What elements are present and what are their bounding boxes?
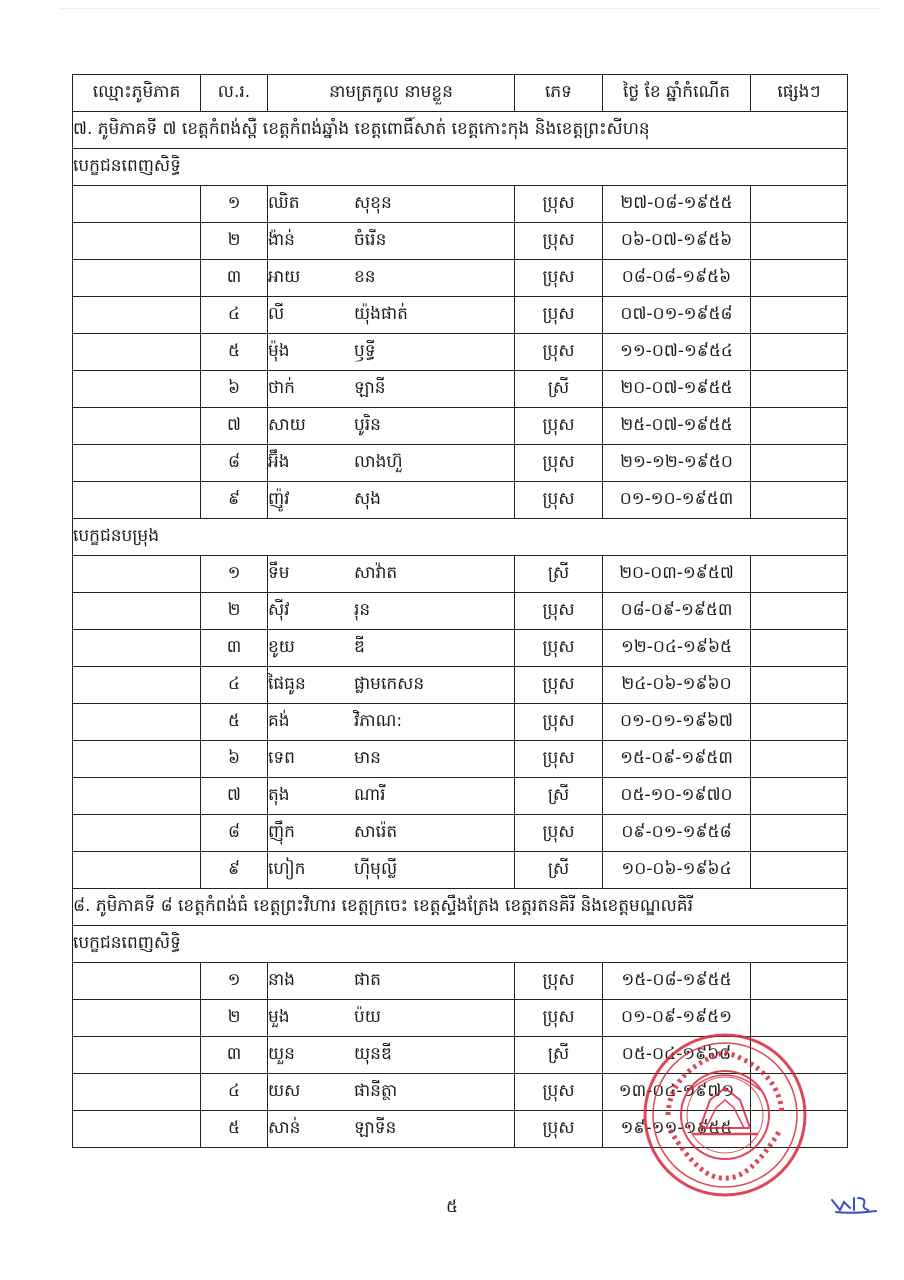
group-label: បេក្ខជនពេញសិទ្ធិ: [73, 149, 848, 186]
number-cell: ៤: [201, 667, 268, 704]
given-name: មាន: [354, 747, 381, 768]
header-sex: ភេទ: [515, 75, 603, 112]
region-cell: [73, 260, 201, 297]
dob-cell: ១០-០៦-១៩៦៤: [603, 852, 751, 889]
name-cell: [268, 556, 515, 593]
other-cell: [751, 408, 848, 445]
header-region: ឈ្មោះភូមិភាគ: [73, 75, 201, 112]
region-cell: [73, 186, 201, 223]
sex-cell: ប្រុស: [515, 297, 603, 334]
sex-cell: ប្រុស: [515, 186, 603, 223]
number-cell: ១: [201, 556, 268, 593]
dob-cell: ១១-០៧-១៩៥៤: [603, 334, 751, 371]
other-cell: [751, 815, 848, 852]
table-row: [73, 667, 848, 704]
other-cell: [751, 778, 848, 815]
other-cell: [751, 482, 848, 519]
table-row: [73, 815, 848, 852]
table-row: [73, 556, 848, 593]
dob-cell: ២៤-០៦-១៩៦០: [603, 667, 751, 704]
name-cell: [268, 815, 515, 852]
dob-cell: ០៩-០១-១៩៥៨: [603, 815, 751, 852]
family-name: សាន់: [268, 1117, 301, 1138]
header-no: ល.រ.: [201, 75, 268, 112]
name-cell: [268, 186, 515, 223]
other-cell: [751, 334, 848, 371]
number-cell: ១: [201, 963, 268, 1000]
region-cell: [73, 963, 201, 1000]
family-name: គង់: [268, 710, 290, 731]
region-cell: [73, 334, 201, 371]
family-name: ឈិត: [268, 192, 300, 213]
name-cell: [268, 408, 515, 445]
name-cell: [268, 334, 515, 371]
family-name: ញ៉ឹក: [268, 821, 295, 842]
sex-cell: ប្រុស: [515, 963, 603, 1000]
top-rule: [60, 8, 880, 9]
number-cell: ២: [201, 1000, 268, 1037]
dob-cell: ២០-០៣-១៩៥៧: [603, 556, 751, 593]
family-name: សាយ: [268, 414, 306, 435]
dob-cell: ០៨-០៨-១៩៥៦: [603, 260, 751, 297]
name-cell: [268, 223, 515, 260]
other-cell: [751, 852, 848, 889]
table-row: [73, 593, 848, 630]
family-name: ថាក់: [268, 377, 295, 398]
sex-cell: ស្រី: [515, 1037, 603, 1074]
table-row: [73, 260, 848, 297]
other-cell: [751, 297, 848, 334]
number-cell: ៨: [201, 815, 268, 852]
official-seal: [640, 1030, 810, 1200]
sex-cell: ប្រុស: [515, 1074, 603, 1111]
table-row: [73, 963, 848, 1000]
table-row: [73, 186, 848, 223]
region-cell: [73, 704, 201, 741]
header-other: ផ្សេងៗ: [751, 75, 848, 112]
number-cell: ៦: [201, 371, 268, 408]
other-cell: [751, 260, 848, 297]
region-cell: [73, 741, 201, 778]
sex-cell: ប្រុស: [515, 223, 603, 260]
dob-cell: ១៩-១១-១៩៥៥: [603, 1111, 751, 1148]
given-name: លាងហ៊ួ: [354, 451, 403, 472]
region-cell: [73, 556, 201, 593]
name-cell: [268, 1111, 515, 1148]
name-cell: [268, 667, 515, 704]
region-cell: [73, 778, 201, 815]
family-name: នាង: [268, 969, 295, 990]
sex-cell: ប្រុស: [515, 408, 603, 445]
name-cell: [268, 593, 515, 630]
family-name: តុង: [268, 784, 290, 805]
family-name: ទឹម: [268, 562, 290, 583]
group-label: បេក្ខជនពេញសិទ្ធិ: [73, 926, 848, 963]
other-cell: [751, 445, 848, 482]
family-name: ហៀក: [268, 858, 306, 879]
number-cell: ៣: [201, 260, 268, 297]
section-title: ៧. ភូមិភាគទី ៧ ខេត្តកំពង់ស្ពឺ ខេត្តកំពង់ឆ្នាំង ខេត្តពោធិ៍សាត់ ខេត្តកោះកុង និងខេត្តព្រះសីហនុ: [73, 112, 848, 149]
dob-cell: ១៥-០៨-១៩៥៥: [603, 963, 751, 1000]
name-cell: [268, 297, 515, 334]
sex-cell: ប្រុស: [515, 815, 603, 852]
section-row: [73, 112, 848, 149]
other-cell: [751, 593, 848, 630]
given-name: ឡាទីន: [354, 1117, 397, 1138]
header-name: នាមត្រកូល នាមខ្លួន: [268, 75, 515, 112]
other-cell: [751, 556, 848, 593]
table-row: [73, 297, 848, 334]
family-name: ទេព: [268, 747, 295, 768]
dob-cell: ១៥-០៩-១៩៥៣: [603, 741, 751, 778]
sex-cell: ប្រុស: [515, 667, 603, 704]
family-name: យួន: [268, 1043, 295, 1064]
region-cell: [73, 371, 201, 408]
name-cell: [268, 963, 515, 1000]
table-row: [73, 482, 848, 519]
name-cell: [268, 1000, 515, 1037]
name-cell: [268, 741, 515, 778]
sex-cell: ប្រុស: [515, 704, 603, 741]
other-cell: [751, 223, 848, 260]
dob-cell: ០៦-០៧-១៩៥៦: [603, 223, 751, 260]
dob-cell: ២០-០៧-១៩៥៥: [603, 371, 751, 408]
sex-cell: ស្រី: [515, 778, 603, 815]
number-cell: ៩: [201, 482, 268, 519]
header-dob: ថ្ងៃ ខែ ឆ្នាំកំណើត: [603, 75, 751, 112]
dob-cell: ០៨-០៩-១៩៥៣: [603, 593, 751, 630]
given-name: ផានីត្ថា: [354, 1080, 398, 1101]
number-cell: ៩: [201, 852, 268, 889]
region-cell: [73, 852, 201, 889]
number-cell: ៣: [201, 1037, 268, 1074]
given-name: ផាត: [354, 969, 381, 990]
table-row: [73, 334, 848, 371]
sex-cell: ប្រុស: [515, 593, 603, 630]
page-number: ៥: [445, 1197, 459, 1217]
name-cell: [268, 260, 515, 297]
table-row: [73, 445, 848, 482]
sex-cell: ប្រុស: [515, 741, 603, 778]
candidate-table: [72, 74, 848, 1148]
family-name: លី: [268, 303, 285, 324]
other-cell: [751, 741, 848, 778]
given-name: ចំរើន: [354, 229, 387, 250]
given-name: យ៉ុងផាត់: [354, 303, 408, 324]
given-name: សារ៉េត: [354, 821, 398, 842]
family-name: ខូយ: [268, 636, 295, 657]
given-name: យុនឌី: [354, 1043, 392, 1064]
other-cell: [751, 667, 848, 704]
table-row: [73, 778, 848, 815]
other-cell: [751, 371, 848, 408]
given-name: វិភាណ:: [354, 710, 403, 731]
number-cell: ៨: [201, 445, 268, 482]
number-cell: ៥: [201, 1111, 268, 1148]
region-cell: [73, 482, 201, 519]
sex-cell: ប្រុស: [515, 1000, 603, 1037]
given-name: ផ្លាមកេសន: [354, 673, 425, 694]
given-name: សាវ៉ាត: [354, 562, 398, 583]
family-name: អ៊ឹង: [268, 451, 290, 472]
dob-cell: ២៧-០៨-១៩៥៥: [603, 186, 751, 223]
given-name: ហ៊ីមុល្លី: [354, 858, 398, 879]
sex-cell: ប្រុស: [515, 445, 603, 482]
region-cell: [73, 1074, 201, 1111]
number-cell: ២: [201, 223, 268, 260]
sex-cell: ប្រុស: [515, 1111, 603, 1148]
region-cell: [73, 815, 201, 852]
given-name: ឫទ្ធី: [354, 340, 376, 361]
number-cell: ២: [201, 593, 268, 630]
dob-cell: ១២-០៤-១៩៦៥: [603, 630, 751, 667]
region-cell: [73, 630, 201, 667]
section-title: ៨. ភូមិភាគទី ៨ ខេត្តកំពង់ធំ ខេត្តព្រះវិហារ ខេត្តក្រចេះ ខេត្តស្ទឹងត្រែង ខេត្តរតនគិរី និងខេត្តមណ្ឌលគិរី: [73, 889, 848, 926]
given-name: រុន: [354, 599, 371, 620]
dob-cell: ០៧-០១-១៩៥៨: [603, 297, 751, 334]
sex-cell: ប្រុស: [515, 630, 603, 667]
table-row: [73, 704, 848, 741]
dob-cell: ០១-១០-១៩៥៣: [603, 482, 751, 519]
header-row: [73, 75, 848, 112]
dob-cell: ០៥-១០-១៩៧០: [603, 778, 751, 815]
number-cell: ៤: [201, 1074, 268, 1111]
family-name: អាយ: [268, 266, 301, 287]
number-cell: ១: [201, 186, 268, 223]
group-row: [73, 149, 848, 186]
sex-cell: ប្រុស: [515, 334, 603, 371]
table-row: [73, 408, 848, 445]
region-cell: [73, 1000, 201, 1037]
number-cell: ៣: [201, 630, 268, 667]
other-cell: [751, 186, 848, 223]
section-row: [73, 889, 848, 926]
table-row: [73, 223, 848, 260]
family-name: ង៉ាន់: [268, 229, 295, 250]
family-name: ម៉ុង: [268, 340, 290, 361]
name-cell: [268, 371, 515, 408]
sex-cell: ស្រី: [515, 371, 603, 408]
name-cell: [268, 445, 515, 482]
other-cell: [751, 963, 848, 1000]
region-cell: [73, 667, 201, 704]
dob-cell: ០១-០៩-១៩៥១: [603, 1000, 751, 1037]
number-cell: ៧: [201, 408, 268, 445]
dob-cell: ២៥-០៧-១៩៥៥: [603, 408, 751, 445]
number-cell: ៥: [201, 704, 268, 741]
name-cell: [268, 482, 515, 519]
given-name: ឡានី: [354, 377, 386, 398]
region-cell: [73, 297, 201, 334]
dob-cell: ១៣-០៤-១៩៧១: [603, 1074, 751, 1111]
table-row: [73, 630, 848, 667]
dob-cell: ០១-០១-១៩៦៧: [603, 704, 751, 741]
dob-cell: ០៥-០៤-១៩៦៨: [603, 1037, 751, 1074]
number-cell: ៥: [201, 334, 268, 371]
sex-cell: ប្រុស: [515, 482, 603, 519]
name-cell: [268, 1074, 515, 1111]
region-cell: [73, 445, 201, 482]
family-name: ស៊ីវ: [268, 599, 290, 620]
table-row: [73, 371, 848, 408]
number-cell: ៦: [201, 741, 268, 778]
region-cell: [73, 223, 201, 260]
region-cell: [73, 1037, 201, 1074]
region-cell: [73, 408, 201, 445]
other-cell: [751, 704, 848, 741]
number-cell: ៧: [201, 778, 268, 815]
family-name: មួង: [268, 1006, 290, 1027]
name-cell: [268, 704, 515, 741]
group-label: បេក្ខជនបម្រុង: [73, 519, 848, 556]
region-cell: [73, 1111, 201, 1148]
given-name: បូរិន: [354, 414, 381, 435]
sex-cell: ប្រុស: [515, 260, 603, 297]
table-body: [73, 112, 848, 1148]
name-cell: [268, 852, 515, 889]
number-cell: ៤: [201, 297, 268, 334]
given-name: ណារី: [354, 784, 386, 805]
table-row: [73, 852, 848, 889]
family-name: ផៃធូន: [268, 673, 306, 694]
name-cell: [268, 1037, 515, 1074]
dob-cell: ២១-១២-១៩៥០: [603, 445, 751, 482]
region-cell: [73, 593, 201, 630]
name-cell: [268, 778, 515, 815]
given-name: សុង: [354, 488, 381, 509]
sex-cell: ស្រី: [515, 556, 603, 593]
given-name: ខន: [354, 266, 376, 287]
group-row: [73, 519, 848, 556]
given-name: ប៉យ: [354, 1006, 381, 1027]
table-row: [73, 741, 848, 778]
given-name: ឌី: [354, 636, 365, 657]
group-row: [73, 926, 848, 963]
family-name: យស: [268, 1080, 301, 1101]
given-name: សុខុន: [354, 192, 392, 213]
sex-cell: ស្រី: [515, 852, 603, 889]
family-name: ញ៉ូវ: [268, 488, 290, 509]
other-cell: [751, 630, 848, 667]
name-cell: [268, 630, 515, 667]
